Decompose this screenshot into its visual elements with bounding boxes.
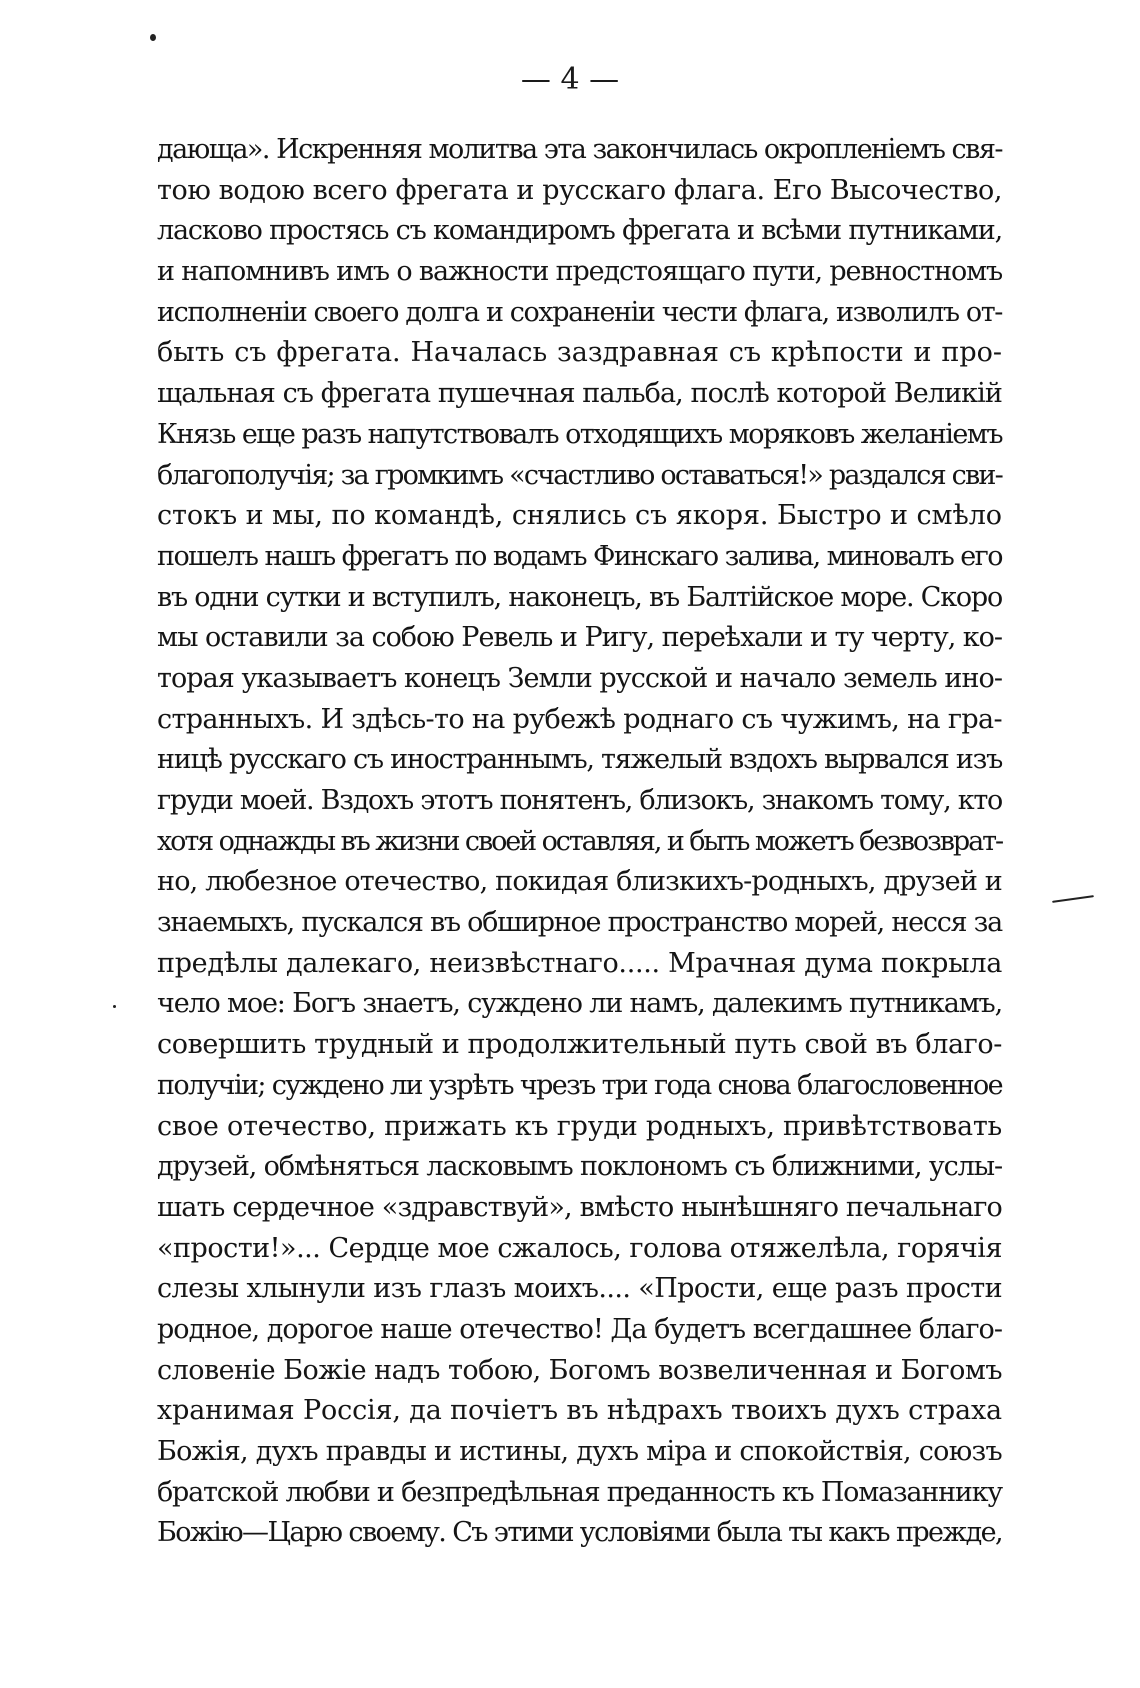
text-line: хотя однажды въ жизни своей оставляя, и быть можетъ безвозврат- — [157, 825, 1002, 857]
text-line: братской любви и безпредѣльная преданность къ Помазаннику — [157, 1476, 1002, 1508]
text-line: быть съ фрегата. Началась заздравная съ крѣпости и про- — [157, 337, 1002, 369]
body-text — [157, 130, 1002, 1554]
text-line: и напомнивъ имъ о важности предстоящаго пути, ревностномъ — [157, 256, 1002, 288]
text-line: благополучія; за громкимъ «счастливо оставаться!» раздался сви- — [157, 459, 1002, 491]
text-line: дающа». Искренняя молитва эта закончилась окропленіемъ свя- — [157, 134, 1003, 165]
page-number: — 4 — — [520, 62, 620, 97]
text-line: ницѣ русскаго съ иностраннымъ, тяжелый вздохъ вырвался изъ — [157, 744, 1002, 776]
text-line: шать сердечное «здравствуй», вмѣсто нынѣшняго печальнаго — [157, 1191, 1002, 1223]
text-line: словеніе Божіе надъ тобою, Богомъ возвеличенная и Богомъ — [157, 1354, 1002, 1386]
text-line: груди моей. Вздохъ этотъ понятенъ, близокъ, знакомъ тому, кто — [157, 785, 1002, 816]
text-line: въ одни сутки и вступилъ, наконецъ, въ Балтійское море. Скоро — [157, 581, 1002, 613]
text-line: предѣлы далекаго, неизвѣстнаго..... Мрачная дума покрыла — [157, 947, 1002, 979]
text-line: тою водою всего фрегата и русскаго флага. Его Высочество, — [157, 174, 1002, 206]
text-line: друзей, обмѣняться ласковымъ поклономъ съ ближними, услы- — [157, 1151, 1002, 1183]
text-line: «прости!»... Сердце мое сжалось, голова отяжелѣла, горячія — [157, 1232, 1002, 1264]
text-line: пошелъ нашъ фрегатъ по водамъ Финскаго залива, миновалъ его — [157, 540, 1002, 572]
text-line: Князь еще разъ напутствовалъ отходящихъ моряковъ желаніемъ — [157, 418, 1002, 450]
text-line: ласково простясь съ командиромъ фрегата и всѣми путниками, — [157, 215, 1002, 247]
text-line: Божію—Царю своему. Съ этими условіями была ты какъ прежде, — [157, 1517, 1002, 1549]
text-line: торая указываетъ конецъ Земли русской и начало земель ино- — [157, 662, 1002, 694]
text-line: хранимая Россія, да почіетъ въ нѣдрахъ твоихъ духъ страха — [157, 1395, 1002, 1427]
text-line: получіи; суждено ли узрѣть чрезъ три года снова благословенное — [157, 1069, 1002, 1101]
text-line: мы оставили за собою Ревель и Ригу, переѣхали и ту черту, ко- — [157, 622, 1002, 654]
text-line: но, любезное отечество, покидая близкихъ-родныхъ, друзей и — [157, 866, 1002, 898]
text-line: стокъ и мы, по командѣ, снялись съ якоря. Быстро и смѣло — [157, 500, 1002, 532]
text-line: слезы хлынули изъ глазъ моихъ.... «Прости, еще разъ прости — [157, 1273, 1002, 1305]
text-line: чело мое: Богъ знаетъ, суждено ли намъ, далекимъ путникамъ, — [157, 988, 1002, 1020]
text-line: знаемыхъ, пускался въ обширное пространство морей, несся за — [157, 907, 1002, 939]
text-line: свое отечество, прижать къ груди родныхъ, привѣтствовать — [157, 1110, 1002, 1142]
text-line: Божія, духъ правды и истины, духъ міра и спокойствія, союзъ — [157, 1436, 1002, 1467]
ink-speck — [1052, 895, 1094, 903]
text-line: совершить трудный и продолжительный путь свой въ благо- — [157, 1029, 1002, 1061]
ink-speck — [113, 1005, 116, 1008]
text-line: родное, дорогое наше отечество! Да будетъ всегдашнее благо- — [157, 1313, 1002, 1345]
text-line: странныхъ. И здѣсь-то на рубежѣ роднаго съ чужимъ, на гра- — [157, 703, 1002, 735]
ink-speck — [150, 34, 156, 41]
text-line: исполненіи своего долга и сохраненіи чести флага, изволилъ от- — [157, 296, 1003, 328]
text-line: щальная съ фрегата пушечная пальба, послѣ которой Великій — [157, 378, 1002, 410]
